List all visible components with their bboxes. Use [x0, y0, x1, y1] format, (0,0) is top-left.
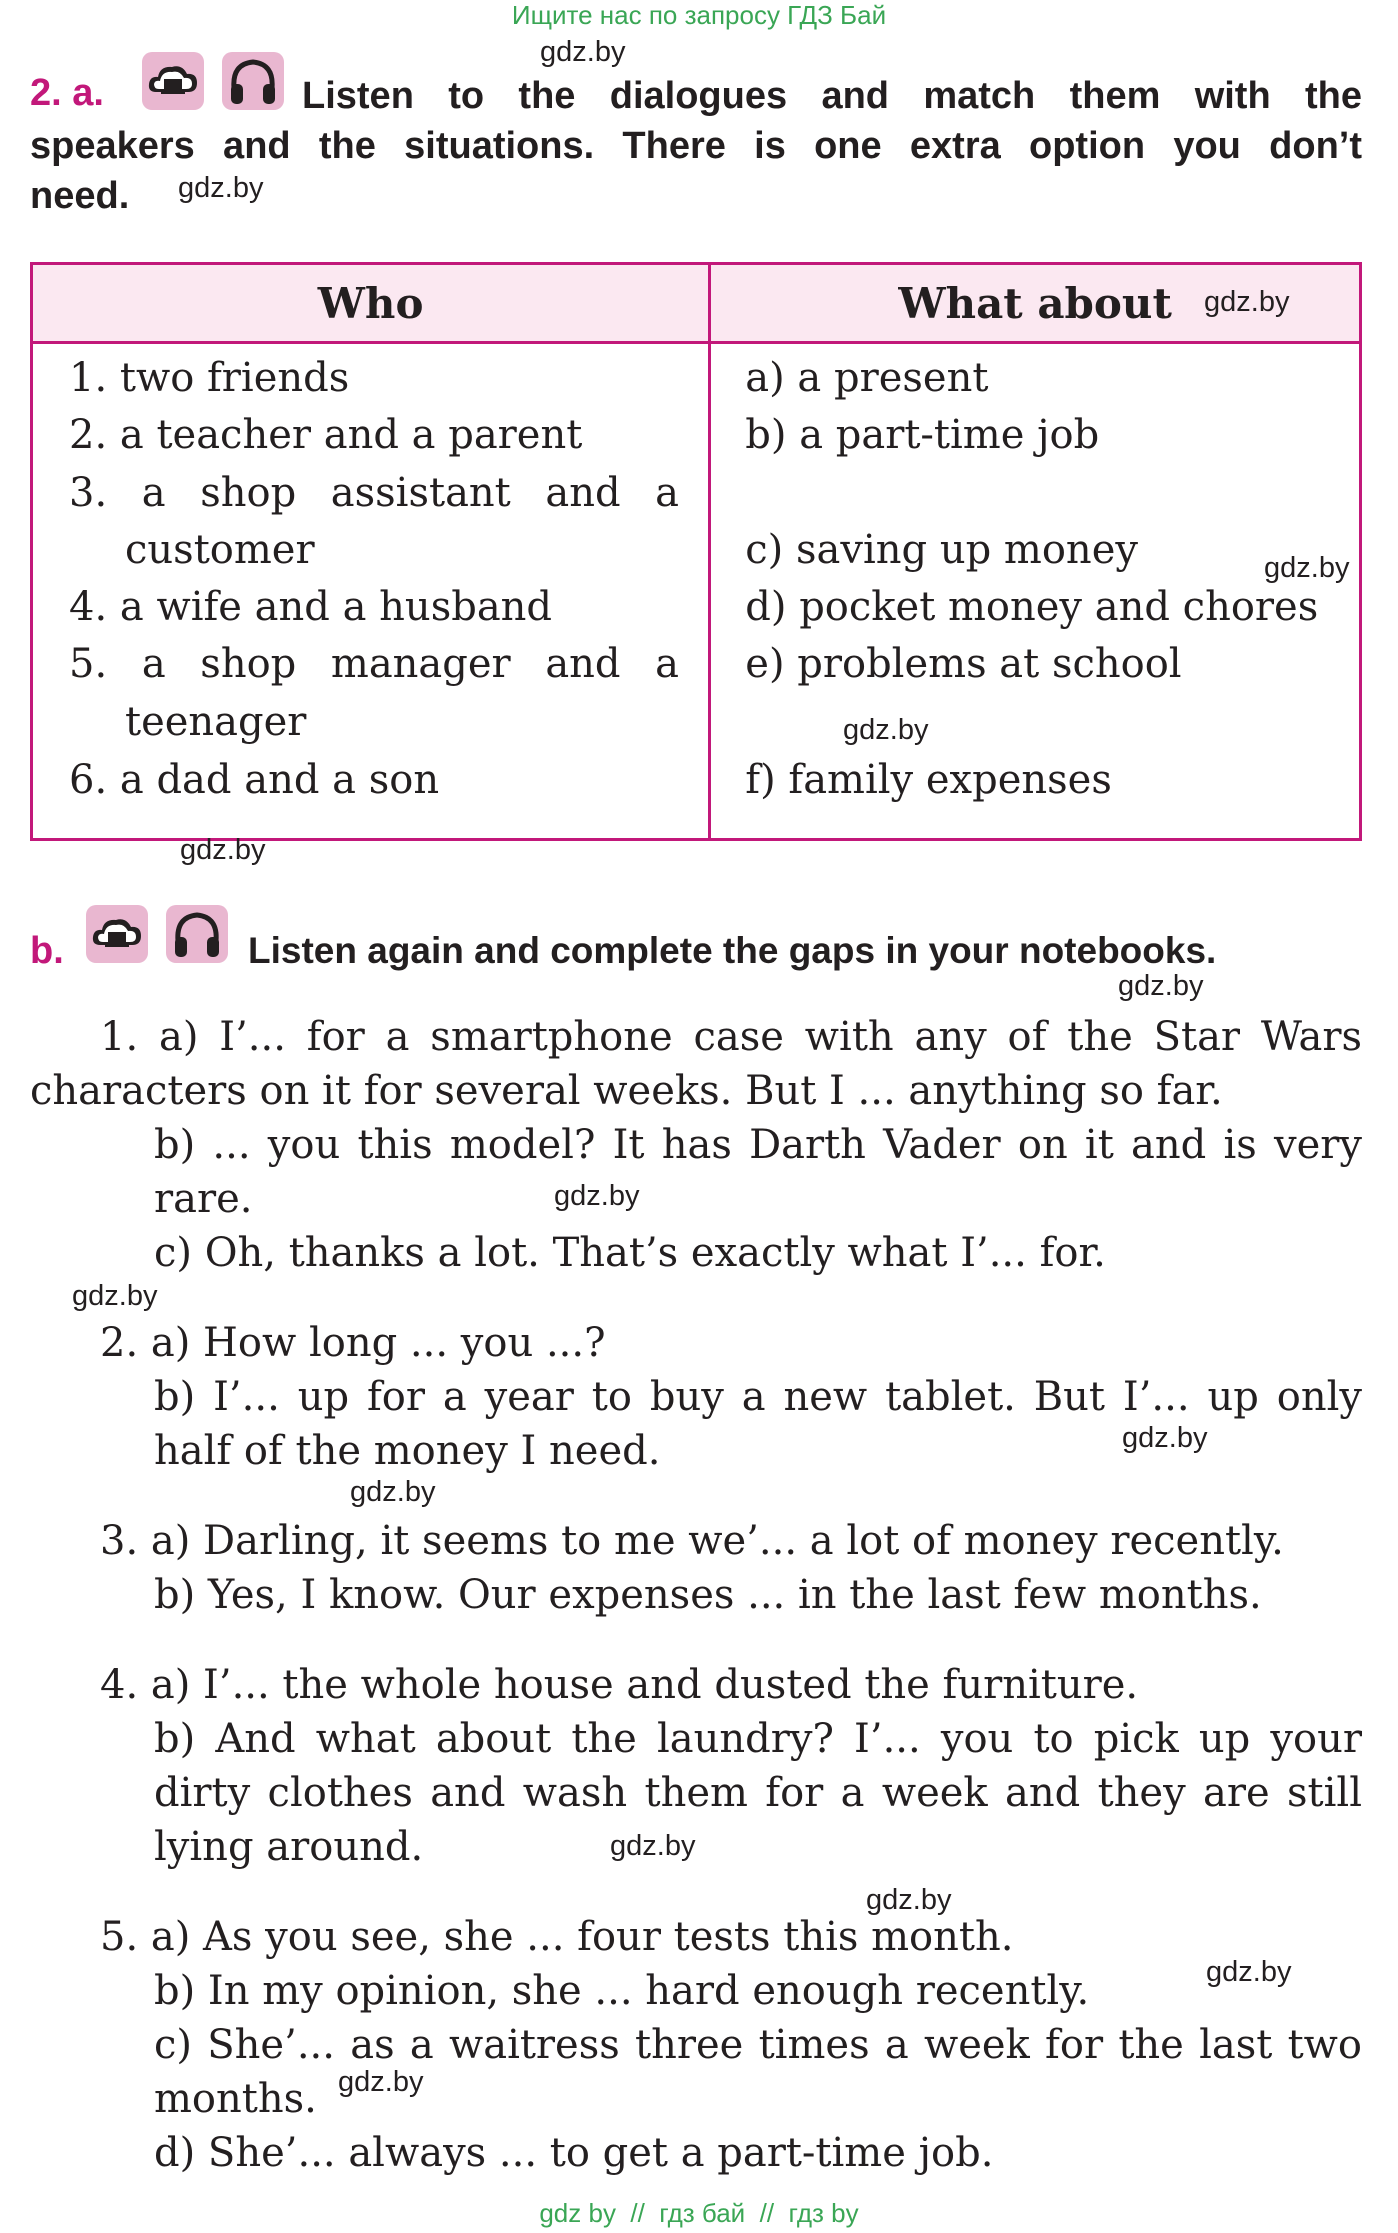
- what-item-a: a) a present: [745, 355, 989, 401]
- watermark: gdz.by: [180, 834, 266, 866]
- task-number-a: 2. a.: [30, 72, 104, 114]
- watermark: gdz.by: [843, 714, 929, 746]
- dialogue-3a: 3. a) Darling, it seems to me we’... a lot of money recently.: [100, 1518, 1284, 1564]
- task-b-instruction: Listen again and complete the gaps in your notebooks.: [248, 930, 1217, 971]
- dialogue-5d: d) She’... always ... to get a part-time job.: [154, 2130, 994, 2176]
- cloud-laptop-icon: [86, 905, 148, 963]
- what-item-b: b) a part-time job: [745, 412, 1100, 458]
- task-number-b: b.: [30, 930, 64, 972]
- dialogue-4b-line-1: b) And what about the laundry? I’... you to pick up your: [154, 1716, 1362, 1762]
- watermark: gdz.by: [178, 172, 264, 204]
- watermark: gdz.by: [610, 1830, 696, 1862]
- header-who: Who: [32, 264, 710, 343]
- dialogue-4b-line-2: dirty clothes and wash them for a week and they are still: [154, 1770, 1362, 1816]
- watermark: gdz.by: [350, 1476, 436, 1508]
- dialogue-1a-line-1: 1. a) I’... for a smartphone case with any of the Star Wars: [100, 1014, 1362, 1060]
- dialogue-1b-line-1: b) ... you this model? It has Darth Vader on it and is very: [154, 1122, 1362, 1168]
- dialogue-5c-line-2: months.: [154, 2076, 317, 2122]
- instruction-line-2: speakers and the situations. There is one extra option you don’t: [30, 125, 1362, 167]
- cloud-laptop-icon: [142, 52, 204, 110]
- dialogue-1a-line-2: characters on it for several weeks. But I ... anything so far.: [30, 1068, 1223, 1114]
- dialogue-1b-line-2: rare.: [154, 1176, 253, 1222]
- dialogue-4b-line-3: lying around.: [154, 1824, 424, 1870]
- instruction-line-1: Listen to the dialogues and match them with the: [302, 75, 1362, 117]
- watermark: gdz.by: [338, 2066, 424, 2098]
- dialogue-2b-line-2: half of the money I need.: [154, 1428, 661, 1474]
- instruction-line-3: need.: [30, 175, 130, 217]
- watermark: gdz.by: [72, 1280, 158, 1312]
- dialogue-5c-line-1: c) She’... as a waitress three times a week for the last two: [154, 2022, 1362, 2068]
- who-item-4: 4. a wife and a husband: [69, 584, 553, 630]
- dialogue-3b: b) Yes, I know. Our expenses ... in the last few months.: [154, 1572, 1262, 1618]
- who-column: [32, 343, 710, 840]
- dialogue-4a: 4. a) I’... the whole house and dusted the furniture.: [100, 1662, 1139, 1708]
- dialogue-5a: 5. a) As you see, she ... four tests this month.: [100, 1914, 1014, 1960]
- footer-links: gdz by // гдз бай // гдз by: [539, 2198, 859, 2228]
- watermark: gdz.by: [866, 1884, 952, 1916]
- who-item-3: 3. a shop assistant and a: [69, 470, 679, 516]
- top-banner: Ищите нас по запросу ГДЗ Бай: [511, 0, 887, 30]
- who-item-6: 6. a dad and a son: [69, 757, 440, 803]
- watermark: gdz.by: [554, 1180, 640, 1212]
- watermark: gdz.by: [1264, 552, 1350, 584]
- what-item-e: e) problems at school: [745, 641, 1182, 687]
- what-item-d: d) pocket money and chores: [745, 584, 1319, 630]
- who-item-3-cont: customer: [125, 527, 315, 573]
- header-what-about-label: What about: [898, 278, 1172, 328]
- dialogue-5b: b) In my opinion, she ... hard enough recently.: [154, 1968, 1090, 2014]
- dialogue-1c: c) Oh, thanks a lot. That’s exactly what I’... for.: [154, 1230, 1106, 1276]
- who-item-5: 5. a shop manager and a: [69, 641, 680, 687]
- watermark: gdz.by: [540, 36, 626, 68]
- what-item-c: c) saving up money: [745, 527, 1138, 573]
- watermark: gdz.by: [1118, 970, 1204, 1002]
- table-body-row: [32, 343, 1361, 840]
- dialogue-2a: 2. a) How long ... you ...?: [100, 1320, 606, 1366]
- who-item-1: 1. two friends: [69, 355, 350, 401]
- watermark: gdz.by: [1122, 1422, 1208, 1454]
- who-item-2: 2. a teacher and a parent: [69, 412, 583, 458]
- dialogue-2b-line-1: b) I’... up for a year to buy a new tablet. But I’... up only: [154, 1374, 1362, 1420]
- matching-table: [30, 262, 1362, 841]
- watermark: gdz.by: [1206, 1956, 1292, 1988]
- headphones-icon: [166, 905, 228, 963]
- what-about-column: [710, 343, 1361, 840]
- table-header-row: [32, 264, 1361, 343]
- headphones-icon: [222, 52, 284, 110]
- watermark: gdz.by: [1204, 286, 1290, 318]
- what-item-f: f) family expenses: [745, 757, 1112, 803]
- who-item-5-cont: teenager: [125, 699, 307, 745]
